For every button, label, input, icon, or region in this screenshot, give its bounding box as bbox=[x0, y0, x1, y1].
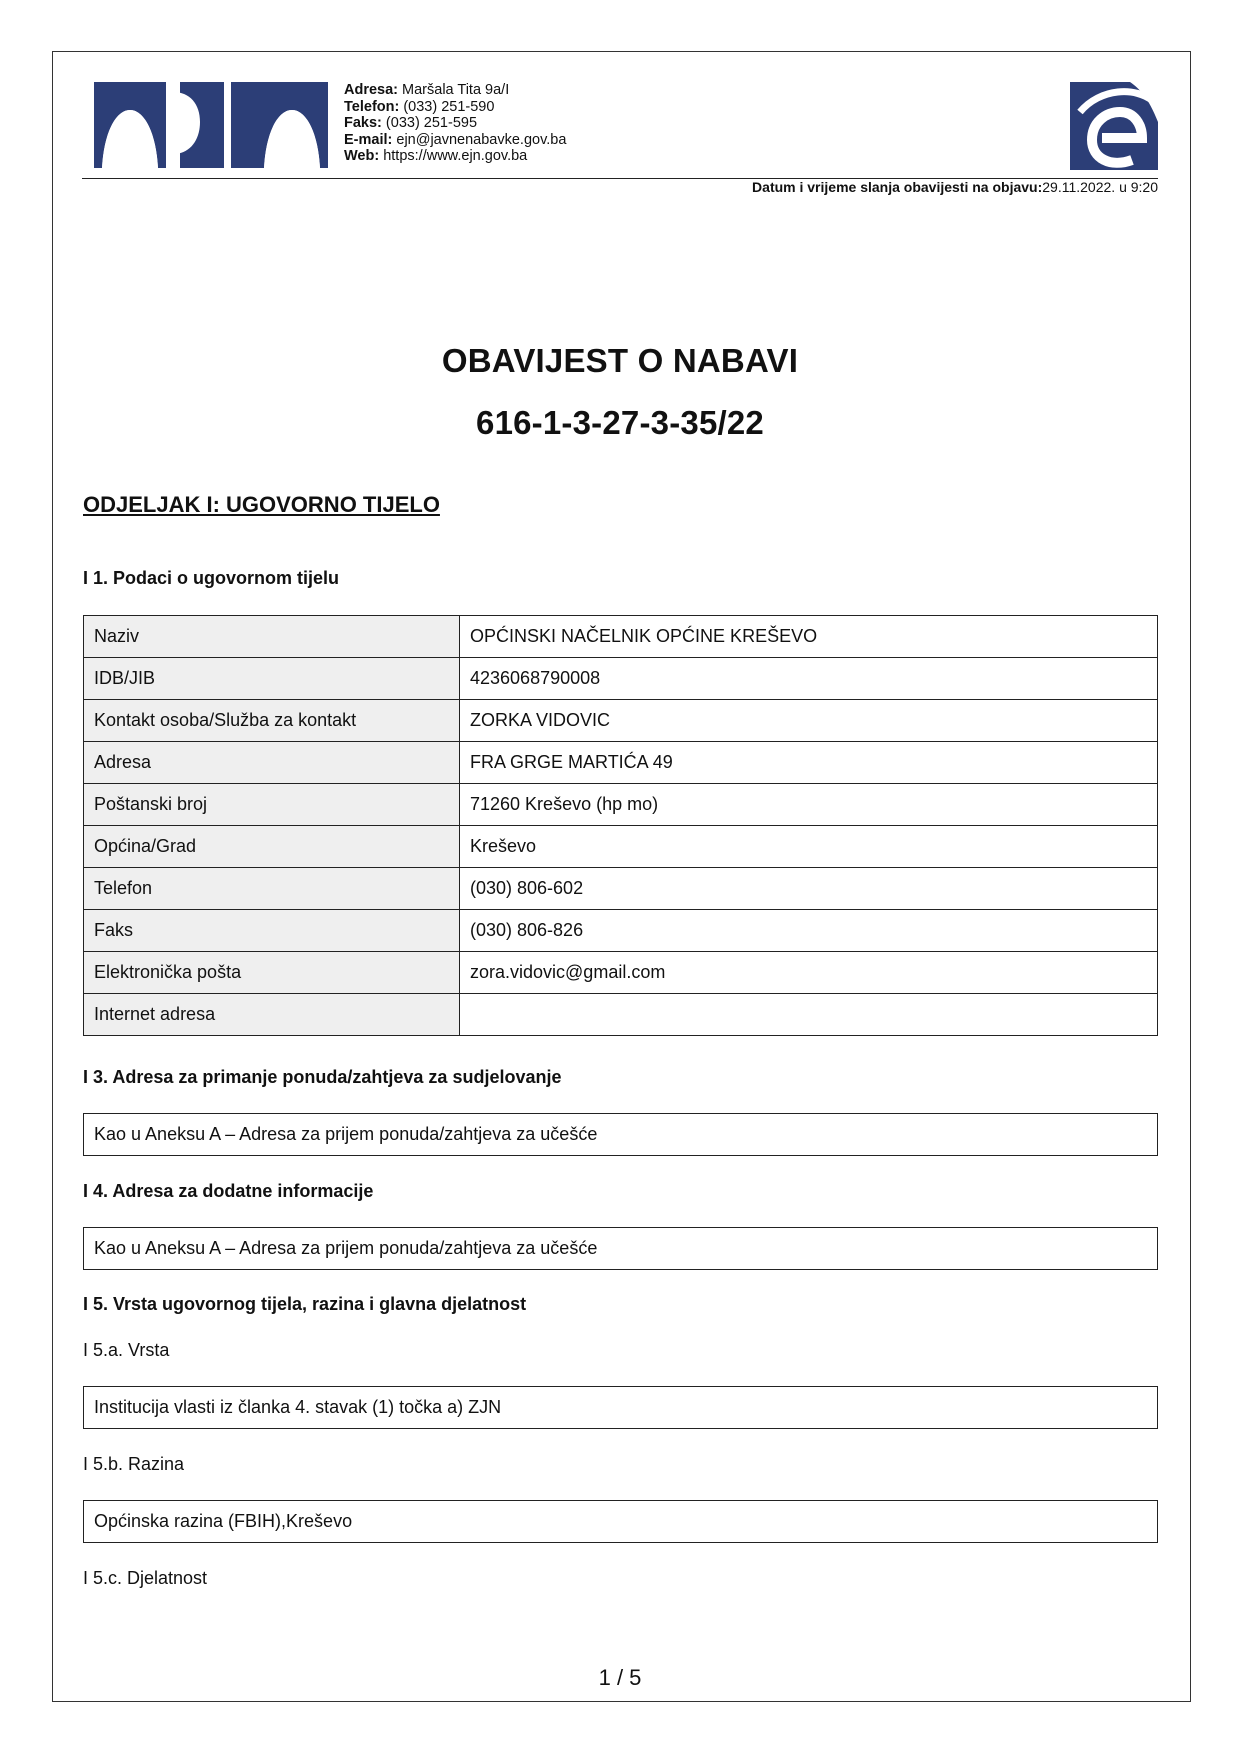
page-indicator: 1 / 5 bbox=[598, 1665, 642, 1690]
offer-address-box: Kao u Aneksu A – Adresa za prijem ponuda/zahtjeva za učešće bbox=[83, 1113, 1158, 1156]
contact-email: E-mail: ejn@javnenabavke.gov.ba bbox=[344, 131, 567, 148]
table-row bbox=[84, 616, 1158, 658]
row-value: 71260 Kreševo (hp mo) bbox=[460, 784, 1158, 826]
e-logo-icon bbox=[1070, 82, 1158, 170]
row-label: Općina/Grad bbox=[84, 826, 460, 868]
row-label: Adresa bbox=[84, 742, 460, 784]
sent-datetime: Datum i vrijeme slanja obavijesti na objavu:29.11.2022. u 9:20 bbox=[752, 179, 1158, 195]
ejn-logo bbox=[94, 82, 328, 168]
row-value: ZORKA VIDOVIC bbox=[460, 700, 1158, 742]
label-i5b: I 5.b. Razina bbox=[83, 1454, 185, 1474]
row-value: (030) 806-826 bbox=[460, 910, 1158, 952]
table-row bbox=[84, 826, 1158, 868]
row-value: (030) 806-602 bbox=[460, 868, 1158, 910]
row-value: FRA GRGE MARTIĆA 49 bbox=[460, 742, 1158, 784]
table-row bbox=[84, 742, 1158, 784]
row-label: Elektronička pošta bbox=[84, 952, 460, 994]
row-label: IDB/JIB bbox=[84, 658, 460, 700]
subsection-heading-i5: I 5. Vrsta ugovornog tijela, razina i glavna djelatnost bbox=[83, 1294, 527, 1314]
label-i5a: I 5.a. Vrsta bbox=[83, 1340, 170, 1360]
row-value: Kreševo bbox=[460, 826, 1158, 868]
subsection-heading-i4: I 4. Adresa za dodatne informacije bbox=[83, 1181, 374, 1201]
document-header bbox=[82, 82, 1158, 178]
contact-web: Web: https://www.ejn.gov.ba bbox=[344, 148, 528, 164]
row-label: Naziv bbox=[84, 616, 460, 658]
table-row bbox=[84, 910, 1158, 952]
level-box: Općinska razina (FBIH),Kreševo bbox=[83, 1500, 1158, 1543]
contracting-body-table bbox=[83, 615, 1158, 1036]
row-label: Kontakt osoba/Služba za kontakt bbox=[84, 700, 460, 742]
section-heading: ODJELJAK I: UGOVORNO TIJELO bbox=[83, 492, 440, 517]
contact-address: Adresa: Maršala Tita 9a/I bbox=[344, 82, 510, 98]
subsection-heading-i3: I 3. Adresa za primanje ponuda/zahtjeva za sudjelovanje bbox=[83, 1067, 562, 1087]
contact-info bbox=[344, 82, 566, 165]
row-value bbox=[460, 994, 1158, 1036]
row-label: Poštanski broj bbox=[84, 784, 460, 826]
notice-number: 616-1-3-27-3-35/22 bbox=[476, 404, 764, 441]
table-row bbox=[84, 994, 1158, 1036]
body-type-box: Institucija vlasti iz članka 4. stavak (1) točka a) ZJN bbox=[83, 1386, 1158, 1429]
table-row bbox=[84, 700, 1158, 742]
label-i5c: I 5.c. Djelatnost bbox=[83, 1568, 208, 1588]
table-row bbox=[84, 952, 1158, 994]
row-value: OPĆINSKI NAČELNIK OPĆINE KREŠEVO bbox=[460, 616, 1158, 658]
row-label: Internet adresa bbox=[84, 994, 460, 1036]
row-label: Telefon bbox=[84, 868, 460, 910]
row-value: zora.vidovic@gmail.com bbox=[460, 952, 1158, 994]
table-row bbox=[84, 868, 1158, 910]
table-row bbox=[84, 658, 1158, 700]
row-label: Faks bbox=[84, 910, 460, 952]
subsection-heading-i1: I 1. Podaci o ugovornom tijelu bbox=[83, 568, 340, 588]
table-row bbox=[84, 784, 1158, 826]
contact-phone: Telefon: (033) 251-590 bbox=[344, 98, 495, 115]
contact-fax: Faks: (033) 251-595 bbox=[344, 115, 478, 131]
row-value: 4236068790008 bbox=[460, 658, 1158, 700]
document-title: OBAVIJEST O NABAVI bbox=[441, 342, 799, 379]
additional-info-box: Kao u Aneksu A – Adresa za prijem ponuda/zahtjeva za učešće bbox=[83, 1227, 1158, 1270]
